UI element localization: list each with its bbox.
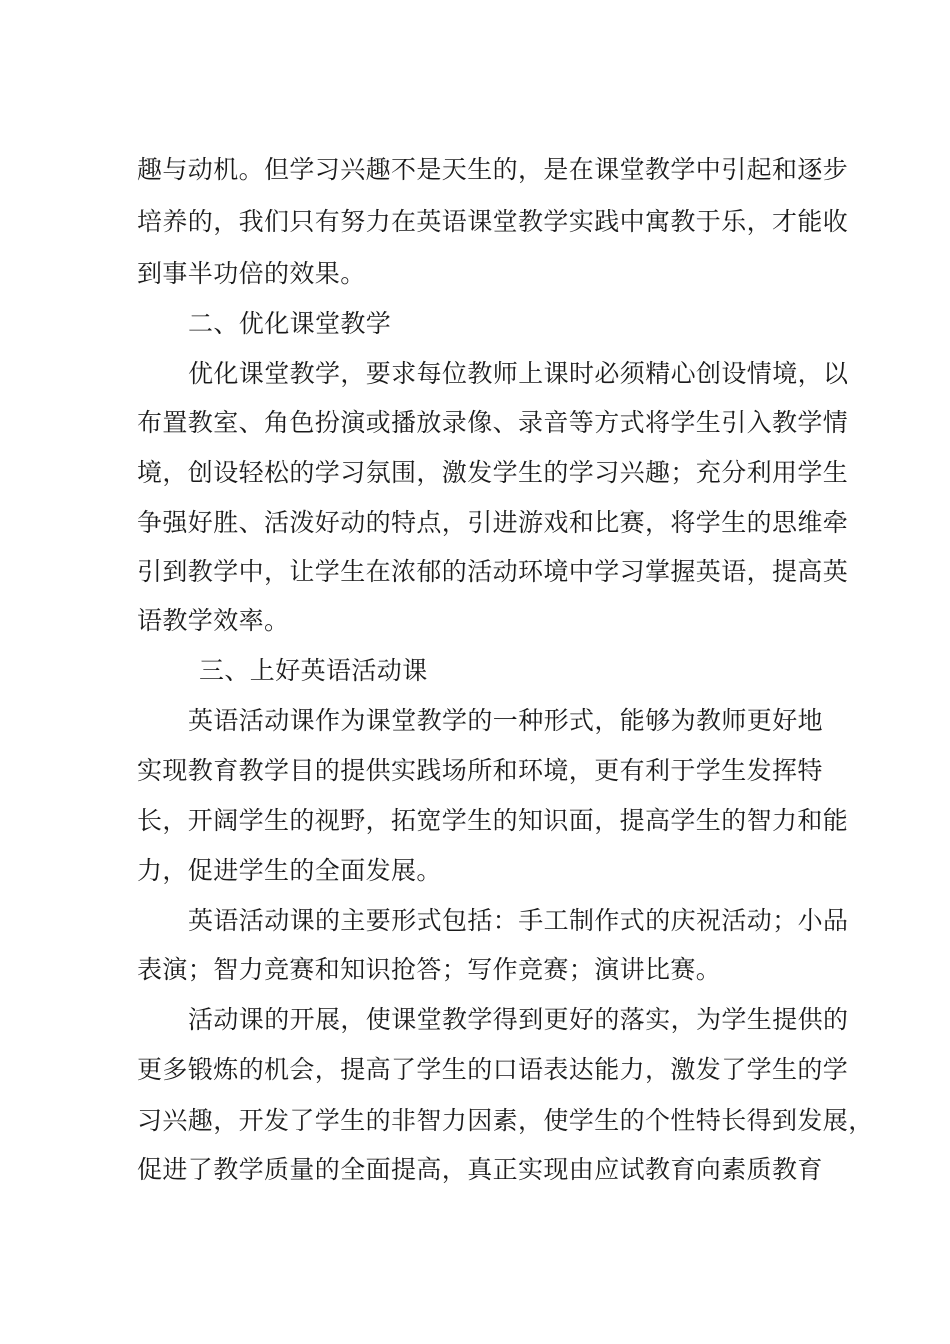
paragraph-line: 语教学效率。 xyxy=(137,606,290,635)
paragraph-line: 趣与动机。但学习兴趣不是天生的，是在课堂教学中引起和逐步 xyxy=(137,155,849,184)
paragraph-line: 促进了教学质量的全面提高，真正实现由应试教育向素质教育 xyxy=(137,1155,823,1184)
paragraph-line: 境，创设轻松的学习氛围，激发学生的学习兴趣；充分利用学生 xyxy=(137,458,849,487)
paragraph-line: 优化课堂教学，要求每位教师上课时必须精心创设情境，以 xyxy=(188,359,849,388)
paragraph-line: 培养的，我们只有努力在英语课堂教学实践中寓教于乐，才能收 xyxy=(137,207,849,236)
paragraph-line: 更多锻炼的机会，提高了学生的口语表达能力，激发了学生的学 xyxy=(137,1055,849,1084)
paragraph-line: 实现教育教学目的提供实践场所和环境，更有利于学生发挥特 xyxy=(137,756,823,785)
paragraph-line: 表演；智力竞赛和知识抢答；写作竞赛；演讲比赛。 xyxy=(137,955,722,984)
paragraph-line: 到事半功倍的效果。 xyxy=(137,259,366,288)
paragraph-line: 布置教室、角色扮演或播放录像、录音等方式将学生引入教学情 xyxy=(137,408,849,437)
paragraph-line: 力，促进学生的全面发展。 xyxy=(137,856,442,885)
paragraph-line: 长，开阔学生的视野，拓宽学生的知识面，提高学生的智力和能 xyxy=(137,806,849,835)
paragraph-line: 英语活动课的主要形式包括：手工制作式的庆祝活动；小品 xyxy=(188,906,849,935)
section-heading: 二、优化课堂教学 xyxy=(188,309,392,338)
paragraph-line: 英语活动课作为课堂教学的一种形式，能够为教师更好地 xyxy=(188,706,824,735)
paragraph-line: 争强好胜、活泼好动的特点，引进游戏和比赛，将学生的思维牵 xyxy=(137,508,849,537)
paragraph-line: 引到教学中，让学生在浓郁的活动环境中学习掌握英语，提高英 xyxy=(137,557,849,586)
paragraph-line: 活动课的开展，使课堂教学得到更好的落实，为学生提供的 xyxy=(188,1005,849,1034)
paragraph-line: 习兴趣，开发了学生的非智力因素，使学生的个性特长得到发展， xyxy=(137,1106,874,1135)
section-heading: 三、上好英语活动课 xyxy=(199,656,428,685)
